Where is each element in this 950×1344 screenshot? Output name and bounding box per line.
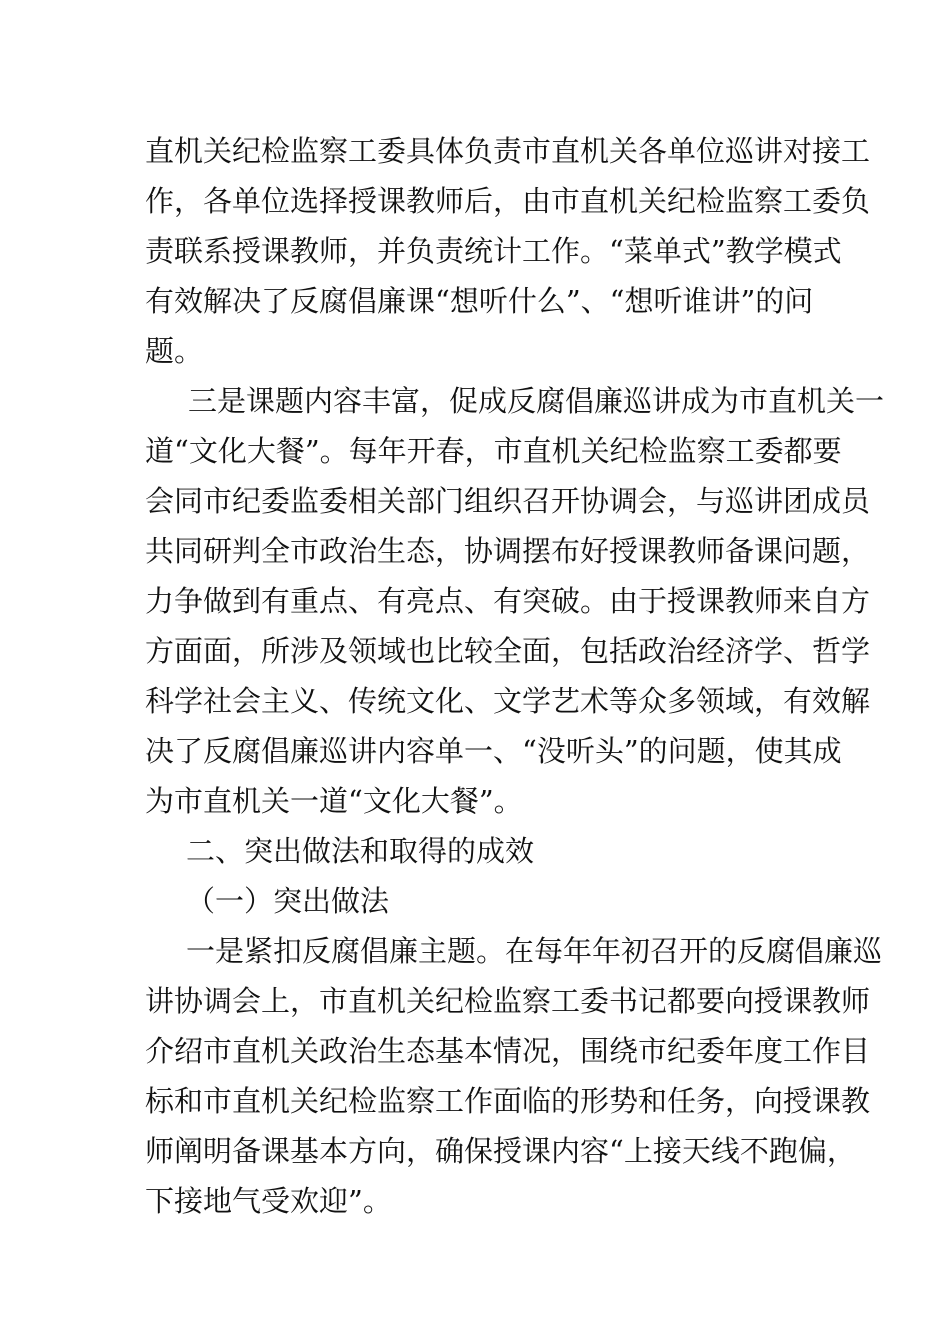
section-heading: 二、突出做法和取得的成效: [186, 834, 535, 868]
paragraph-line: 三是课题内容丰富，促成反腐倡廉巡讲成为市直机关一: [188, 384, 885, 418]
paragraph-line: 决了反腐倡廉巡讲内容单一、“没听头”的问题，使其成: [145, 734, 842, 768]
paragraph-line: 为市直机关一道“文化大餐”。: [145, 784, 523, 818]
paragraph-line: 一是紧扣反腐倡廉主题。在每年年初召开的反腐倡廉巡: [186, 934, 883, 968]
paragraph-line: 下接地气受欢迎”。: [145, 1184, 392, 1218]
paragraph-line: 会同市纪委监委相关部门组织召开协调会，与巡讲团成员: [145, 484, 871, 518]
paragraph-line: 介绍市直机关政治生态基本情况，围绕市纪委年度工作目: [145, 1034, 871, 1068]
subsection-heading: （一）突出做法: [186, 884, 390, 918]
paragraph-line: 作，各单位选择授课教师后，由市直机关纪检监察工委负: [145, 184, 871, 218]
paragraph-line: 直机关纪检监察工委具体负责市直机关各单位巡讲对接工: [145, 134, 871, 168]
paragraph-line: 师阐明备课基本方向，确保授课内容“上接天线不跑偏，: [145, 1134, 856, 1168]
paragraph-line: 题。: [145, 334, 204, 368]
paragraph-line: 道“文化大餐”。每年开春，市直机关纪检监察工委都要: [145, 434, 842, 468]
paragraph-line: 方面面，所涉及领域也比较全面，包括政治经济学、哲学: [145, 634, 871, 668]
paragraph-line: 标和市直机关纪检监察工作面临的形势和任务，向授课教: [145, 1084, 871, 1118]
paragraph-line: 讲协调会上，市直机关纪检监察工委书记都要向授课教师: [145, 984, 871, 1018]
paragraph-line: 科学社会主义、传统文化、文学艺术等众多领域，有效解: [145, 684, 871, 718]
paragraph-line: 共同研判全市政治生态，协调摆布好授课教师备课问题，: [145, 534, 871, 568]
paragraph-line: 责联系授课教师，并负责统计工作。“菜单式”教学模式: [145, 234, 842, 268]
paragraph-line: 有效解决了反腐倡廉课“想听什么”、“想听谁讲”的问: [145, 284, 814, 318]
paragraph-line: 力争做到有重点、有亮点、有突破。由于授课教师来自方: [145, 584, 871, 618]
